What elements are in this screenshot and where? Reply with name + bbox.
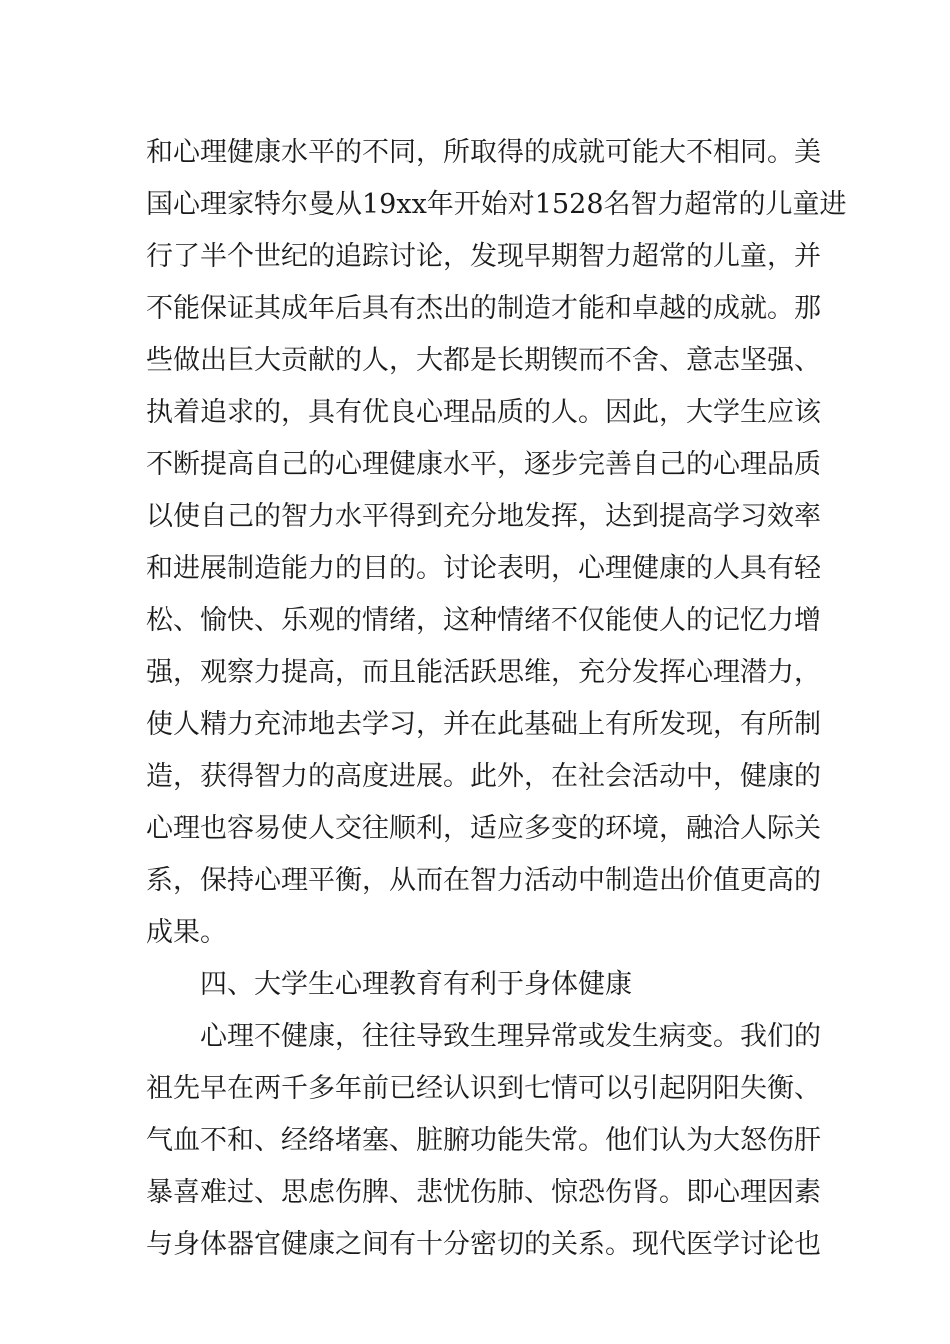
paragraph-line: 成果。 bbox=[146, 917, 227, 948]
paragraph-line: 造，获得智力的高度进展。此外，在社会活动中，健康的 bbox=[146, 761, 821, 792]
paragraph-line: 执着追求的，具有优良心理品质的人。因此，大学生应该 bbox=[146, 397, 821, 428]
paragraph-line: 不断提高自己的心理健康水平，逐步完善自己的心理品质 bbox=[146, 449, 821, 480]
paragraph-line: 使人精力充沛地去学习，并在此基础上有所发现，有所制 bbox=[146, 709, 821, 740]
paragraph-line: 国心理家特尔曼从19xx年开始对1528名智力超常的儿童进 bbox=[146, 189, 847, 220]
paragraph-line: 行了半个世纪的追踪讨论，发现早期智力超常的儿童，并 bbox=[146, 241, 821, 272]
paragraph-line: 心理不健康，往往导致生理异常或发生病变。我们的 bbox=[200, 1021, 821, 1052]
paragraph-line: 祖先早在两千多年前已经认识到七情可以引起阴阳失衡、 bbox=[146, 1073, 821, 1104]
paragraph-line: 以使自己的智力水平得到充分地发挥，达到提高学习效率 bbox=[146, 501, 821, 532]
paragraph-line: 和进展制造能力的目的。讨论表明，心理健康的人具有轻 bbox=[146, 553, 821, 584]
paragraph-line: 心理也容易使人交往顺利，适应多变的环境，融洽人际关 bbox=[146, 813, 821, 844]
paragraph-line: 和心理健康水平的不同，所取得的成就可能大不相同。美 bbox=[146, 137, 821, 168]
paragraph-line: 与身体器官健康之间有十分密切的关系。现代医学讨论也 bbox=[146, 1229, 821, 1260]
section-heading: 四、大学生心理教育有利于身体健康 bbox=[200, 969, 632, 1000]
paragraph-line: 系，保持心理平衡，从而在智力活动中制造出价值更高的 bbox=[146, 865, 821, 896]
paragraph-line: 气血不和、经络堵塞、脏腑功能失常。他们认为大怒伤肝 bbox=[146, 1125, 821, 1156]
paragraph-line: 些做出巨大贡献的人，大都是长期锲而不舍、意志坚强、 bbox=[146, 345, 821, 376]
paragraph-line: 强，观察力提高，而且能活跃思维，充分发挥心理潜力， bbox=[146, 657, 821, 688]
paragraph-line: 松、愉快、乐观的情绪，这种情绪不仅能使人的记忆力增 bbox=[146, 605, 821, 636]
paragraph-line: 暴喜难过、思虑伤脾、悲忧伤肺、惊恐伤肾。即心理因素 bbox=[146, 1177, 821, 1208]
paragraph-line: 不能保证其成年后具有杰出的制造才能和卓越的成就。那 bbox=[146, 293, 821, 324]
